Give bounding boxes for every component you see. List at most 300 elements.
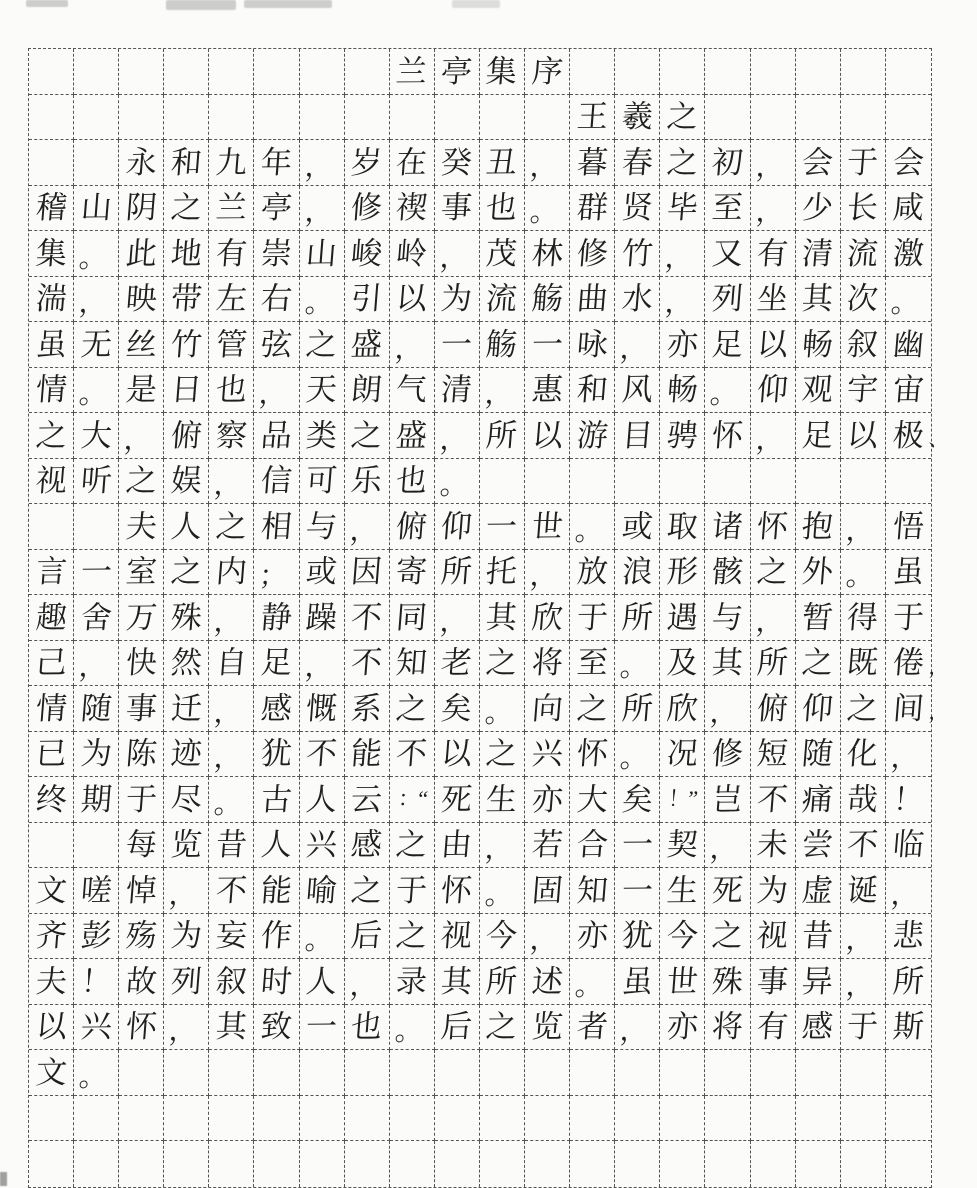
scan-artifact xyxy=(452,0,500,8)
grid-cell xyxy=(660,823,705,869)
handwritten-character: 气 xyxy=(394,372,429,408)
grid-cell xyxy=(841,777,886,823)
grid-cell xyxy=(209,504,254,550)
handwritten-character: 修 xyxy=(710,736,745,772)
handwritten-character: 犹 xyxy=(259,736,294,772)
handwritten-character: 弦 xyxy=(259,326,294,362)
handwritten-character: 。 xyxy=(77,1061,109,1093)
grid-cell xyxy=(164,550,209,596)
handwritten-character: ， xyxy=(619,333,650,365)
grid-cell xyxy=(390,49,435,95)
handwritten-character: 夫 xyxy=(34,963,68,999)
handwritten-character: 。 xyxy=(483,879,515,911)
grid-row xyxy=(29,1005,931,1051)
grid-cell xyxy=(705,732,750,778)
handwritten-character: 或 xyxy=(304,554,339,590)
handwritten-character: ， xyxy=(664,287,695,320)
handwritten-character: 和 xyxy=(575,372,610,408)
grid-cell xyxy=(254,504,299,550)
grid-cell xyxy=(570,641,615,687)
grid-cell xyxy=(209,641,254,687)
handwritten-character: 故 xyxy=(124,963,159,999)
grid-cell xyxy=(300,413,345,459)
grid-cell xyxy=(525,959,570,1005)
handwritten-character: 犹 xyxy=(620,918,655,954)
handwritten-character: ， xyxy=(213,742,244,775)
handwritten-character: 之 xyxy=(394,827,429,863)
handwritten-character: 清 xyxy=(800,235,835,271)
grid-cell xyxy=(435,686,480,732)
handwritten-character: 随 xyxy=(800,736,835,772)
handwritten-character: 叙 xyxy=(214,963,249,999)
grid-cell xyxy=(435,777,480,823)
grid-cell xyxy=(525,140,570,186)
handwritten-character: 娱 xyxy=(169,463,204,499)
handwritten-character: 生 xyxy=(485,781,519,817)
grid-cell xyxy=(615,1050,660,1096)
grid-row xyxy=(29,140,931,186)
grid-cell xyxy=(300,868,345,914)
grid-cell xyxy=(705,641,750,687)
grid-cell xyxy=(300,277,345,323)
handwritten-character: 所 xyxy=(485,963,519,999)
grid-cell xyxy=(886,914,931,960)
grid-cell xyxy=(164,823,209,869)
handwritten-character: ， xyxy=(844,924,875,957)
grid-cell xyxy=(345,49,390,95)
grid-cell xyxy=(29,1141,74,1187)
handwritten-character: 陈 xyxy=(124,736,159,772)
grid-cell xyxy=(209,186,254,232)
handwritten-character: 异 xyxy=(800,963,835,999)
grid-cell xyxy=(119,1141,164,1187)
handwritten-character: 其 xyxy=(800,281,835,317)
grid-cell xyxy=(796,823,841,869)
grid-cell xyxy=(615,686,660,732)
handwritten-character: 终 xyxy=(34,781,68,817)
handwritten-character: 感 xyxy=(259,690,294,726)
grid-cell xyxy=(254,368,299,414)
grid-cell xyxy=(705,1050,750,1096)
grid-cell xyxy=(705,368,750,414)
grid-cell xyxy=(345,1096,390,1142)
grid-cell xyxy=(300,459,345,505)
grid-cell xyxy=(751,231,796,277)
grid-cell xyxy=(570,49,615,95)
grid-row xyxy=(29,686,931,732)
handwritten-character: 修 xyxy=(349,190,384,226)
handwritten-character: 山 xyxy=(79,190,114,226)
grid-cell xyxy=(345,641,390,687)
grid-cell xyxy=(660,777,705,823)
grid-cell xyxy=(345,413,390,459)
handwritten-character: 亭 xyxy=(259,190,294,226)
handwritten-character: 为 xyxy=(440,281,474,317)
grid-cell xyxy=(164,641,209,687)
handwritten-character: 和 xyxy=(169,144,204,180)
grid-cell xyxy=(119,459,164,505)
handwritten-character: 极 xyxy=(891,417,926,453)
grid-cell xyxy=(705,686,750,732)
grid-cell xyxy=(29,186,74,232)
grid-cell xyxy=(841,504,886,550)
grid-cell xyxy=(886,413,931,459)
grid-cell xyxy=(300,231,345,277)
handwritten-character: ， xyxy=(393,333,425,365)
handwritten-character: 由 xyxy=(440,827,474,863)
handwritten-character: 固 xyxy=(530,872,564,908)
grid-cell xyxy=(300,959,345,1005)
grid-cell xyxy=(390,914,435,960)
grid-cell xyxy=(345,277,390,323)
grid-cell xyxy=(164,914,209,960)
handwritten-character: 一 xyxy=(620,872,655,908)
grid-cell xyxy=(480,322,525,368)
grid-cell xyxy=(525,459,570,505)
handwritten-character: 时 xyxy=(259,963,294,999)
grid-cell xyxy=(705,1096,750,1142)
grid-cell xyxy=(796,959,841,1005)
grid-cell xyxy=(886,550,931,596)
grid-cell xyxy=(796,459,841,505)
handwritten-character: 列 xyxy=(710,281,745,317)
handwritten-character: 骋 xyxy=(665,417,700,453)
grid-cell xyxy=(29,641,74,687)
handwritten-character: 之 xyxy=(800,645,835,681)
handwritten-character: 作 xyxy=(259,918,294,954)
grid-cell xyxy=(751,686,796,732)
grid-cell xyxy=(209,777,254,823)
grid-cell xyxy=(886,1096,931,1142)
grid-cell xyxy=(480,459,525,505)
handwritten-character: 序 xyxy=(530,53,564,89)
grid-row xyxy=(29,95,931,141)
grid-cell xyxy=(29,1096,74,1142)
handwritten-character: 尽 xyxy=(169,781,204,817)
handwritten-character: 有 xyxy=(755,235,790,271)
grid-cell xyxy=(886,322,931,368)
grid-cell xyxy=(164,959,209,1005)
handwritten-character: 信 xyxy=(259,463,294,499)
grid-cell xyxy=(886,277,931,323)
handwritten-character: ， xyxy=(213,697,244,729)
grid-cell xyxy=(660,1005,705,1051)
grid-cell xyxy=(119,641,164,687)
grid-row xyxy=(29,322,931,368)
handwritten-character: 也 xyxy=(394,463,429,499)
grid-cell xyxy=(796,595,841,641)
handwritten-character: ！ xyxy=(891,781,926,817)
handwritten-character: 事 xyxy=(440,190,474,226)
handwritten-character: 世 xyxy=(530,508,564,544)
grid-cell xyxy=(660,322,705,368)
handwritten-character: 激 xyxy=(891,235,926,271)
grid-cell xyxy=(841,641,886,687)
handwritten-character: 九 xyxy=(214,144,249,180)
grid-cell xyxy=(164,322,209,368)
handwritten-character: 集 xyxy=(485,53,519,89)
grid-cell xyxy=(119,1096,164,1142)
grid-cell xyxy=(74,823,119,869)
handwritten-character: 无 xyxy=(79,326,114,362)
handwritten-character: 丑 xyxy=(485,144,519,180)
handwritten-character: 所 xyxy=(755,645,790,681)
handwritten-character: ， xyxy=(709,833,740,866)
handwritten-character: 以 xyxy=(34,1009,68,1045)
handwritten-character: 殊 xyxy=(169,599,204,635)
grid-cell xyxy=(615,823,660,869)
grid-cell xyxy=(570,186,615,232)
grid-cell xyxy=(796,277,841,323)
grid-cell xyxy=(480,686,525,732)
handwritten-character: 然 xyxy=(169,645,204,681)
handwritten-character: 怀 xyxy=(755,508,790,544)
handwritten-character: 长 xyxy=(845,190,880,226)
stray-pen-mark: ， xyxy=(927,656,951,679)
grid-cell xyxy=(74,868,119,914)
grid-cell xyxy=(886,1050,931,1096)
handwritten-character: 形 xyxy=(665,554,700,590)
grid-cell xyxy=(300,641,345,687)
grid-cell xyxy=(570,959,615,1005)
handwritten-character: 流 xyxy=(845,235,880,271)
grid-cell xyxy=(29,322,74,368)
grid-cell xyxy=(164,686,209,732)
handwritten-character: 之 xyxy=(665,144,700,180)
handwritten-character: ， xyxy=(168,1015,199,1048)
grid-cell xyxy=(480,777,525,823)
grid-cell xyxy=(615,49,660,95)
handwritten-character: 此 xyxy=(124,235,159,271)
grid-cell xyxy=(119,1005,164,1051)
handwritten-character: 览 xyxy=(169,827,204,863)
grid-cell xyxy=(254,459,299,505)
grid-cell xyxy=(29,868,74,914)
handwritten-character: 所 xyxy=(485,417,519,453)
grid-cell xyxy=(29,413,74,459)
handwritten-character: 述 xyxy=(530,963,564,999)
handwritten-character: 俯 xyxy=(394,508,429,544)
grid-cell xyxy=(480,959,525,1005)
handwritten-character: 亦 xyxy=(665,1009,700,1045)
grid-cell xyxy=(525,732,570,778)
grid-cell xyxy=(751,1141,796,1187)
handwritten-character: 万 xyxy=(124,599,159,635)
grid-cell xyxy=(525,368,570,414)
handwritten-character: 殇 xyxy=(124,918,159,954)
handwritten-character: 兴 xyxy=(79,1009,114,1045)
grid-row xyxy=(29,823,931,869)
handwritten-character: 嗟 xyxy=(79,872,114,908)
grid-cell xyxy=(615,1141,660,1187)
grid-cell xyxy=(345,777,390,823)
handwritten-character: 毕 xyxy=(665,190,700,226)
handwritten-character: 。 xyxy=(709,378,740,411)
handwritten-character: 老 xyxy=(440,645,474,681)
handwritten-character: 之 xyxy=(394,918,429,954)
handwritten-character: 于 xyxy=(845,144,880,180)
grid-cell xyxy=(841,732,886,778)
grid-cell xyxy=(345,231,390,277)
grid-row xyxy=(29,868,931,914)
grid-cell xyxy=(705,1141,750,1187)
handwritten-character: 之 xyxy=(214,508,249,544)
handwritten-character: 之 xyxy=(394,690,429,726)
handwritten-character: 若 xyxy=(530,827,564,863)
handwritten-character: 盛 xyxy=(394,417,429,453)
grid-cell xyxy=(345,1050,390,1096)
grid-cell xyxy=(751,1005,796,1051)
handwritten-character: 岁 xyxy=(349,144,384,180)
grid-cell xyxy=(164,140,209,186)
scan-artifact xyxy=(26,0,68,7)
handwritten-character: 向 xyxy=(530,690,564,726)
handwritten-character: 人 xyxy=(169,508,204,544)
handwritten-character: 契 xyxy=(665,827,700,863)
grid-cell xyxy=(254,231,299,277)
handwritten-character: 觞 xyxy=(485,326,519,362)
handwritten-character: 虽 xyxy=(620,963,655,999)
grid-cell xyxy=(209,959,254,1005)
handwritten-character: 与 xyxy=(304,508,339,544)
grid-cell xyxy=(254,868,299,914)
grid-cell xyxy=(841,277,886,323)
grid-cell xyxy=(345,322,390,368)
handwritten-character: ， xyxy=(889,742,921,775)
handwritten-character: 清 xyxy=(440,372,474,408)
grid-cell xyxy=(660,686,705,732)
handwritten-character: 言 xyxy=(34,554,68,590)
grid-cell xyxy=(390,459,435,505)
handwritten-character: 舍 xyxy=(79,599,114,635)
grid-cell xyxy=(300,322,345,368)
grid-cell xyxy=(119,1050,164,1096)
grid-cell xyxy=(570,504,615,550)
grid-cell xyxy=(525,1141,570,1187)
grid-cell xyxy=(705,1005,750,1051)
handwritten-character: 林 xyxy=(530,235,564,271)
grid-cell xyxy=(480,186,525,232)
handwritten-character: 不 xyxy=(349,599,384,635)
grid-cell xyxy=(254,823,299,869)
grid-cell xyxy=(615,914,660,960)
handwritten-character: 视 xyxy=(440,918,474,954)
handwritten-character: 尝 xyxy=(800,827,835,863)
handwritten-character: 会 xyxy=(891,144,926,180)
handwritten-character: ， xyxy=(438,242,470,274)
handwritten-character: 朗 xyxy=(349,372,384,408)
grid-cell xyxy=(164,49,209,95)
grid-cell xyxy=(480,1050,525,1096)
handwritten-character: 人 xyxy=(304,781,339,817)
scan-artifact xyxy=(244,0,332,8)
handwritten-character: 惠 xyxy=(530,372,564,408)
grid-cell xyxy=(796,231,841,277)
grid-cell xyxy=(254,914,299,960)
grid-cell xyxy=(435,1096,480,1142)
grid-cell xyxy=(886,959,931,1005)
grid-cell xyxy=(29,49,74,95)
grid-cell xyxy=(254,140,299,186)
grid-row xyxy=(29,595,931,641)
grid-cell xyxy=(300,368,345,414)
grid-cell xyxy=(886,459,931,505)
handwritten-character: 。 xyxy=(619,742,650,775)
handwritten-character: ， xyxy=(348,970,379,1002)
handwritten-character: 览 xyxy=(530,1009,564,1045)
grid-cell xyxy=(164,595,209,641)
grid-cell xyxy=(841,1096,886,1142)
grid-cell xyxy=(615,732,660,778)
handwritten-character: 夫 xyxy=(124,508,159,544)
grid-cell xyxy=(660,868,705,914)
grid-cell xyxy=(660,959,705,1005)
handwritten-character: 咏 xyxy=(575,326,610,362)
grid-cell xyxy=(796,368,841,414)
grid-cell xyxy=(796,1005,841,1051)
handwritten-character: 因 xyxy=(349,554,384,590)
grid-cell xyxy=(480,368,525,414)
grid-cell xyxy=(796,186,841,232)
grid-cell xyxy=(886,1141,931,1187)
grid-cell xyxy=(435,959,480,1005)
grid-cell xyxy=(570,413,615,459)
grid-cell xyxy=(209,823,254,869)
grid-cell xyxy=(209,49,254,95)
grid-cell xyxy=(841,868,886,914)
handwritten-character: 哉 xyxy=(845,781,880,817)
grid-row xyxy=(29,1050,931,1096)
grid-cell xyxy=(841,686,886,732)
grid-cell xyxy=(345,1005,390,1051)
handwritten-character: 兰 xyxy=(394,53,429,89)
grid-row xyxy=(29,413,931,459)
handwritten-character: 云 xyxy=(349,781,384,817)
handwritten-character: 怀 xyxy=(710,417,745,453)
handwritten-character: 昔 xyxy=(214,827,249,863)
handwritten-character: ， xyxy=(483,833,515,866)
grid-cell xyxy=(615,140,660,186)
grid-cell xyxy=(74,595,119,641)
handwritten-character: 所 xyxy=(620,690,655,726)
handwritten-character: 一 xyxy=(440,326,474,362)
grid-cell xyxy=(751,641,796,687)
handwritten-character: ， xyxy=(528,560,560,593)
grid-cell xyxy=(525,823,570,869)
grid-cell xyxy=(300,49,345,95)
grid-cell xyxy=(209,1141,254,1187)
grid-cell xyxy=(480,277,525,323)
handwritten-character: 丝 xyxy=(124,326,159,362)
handwritten-character: 又 xyxy=(710,235,745,271)
grid-cell xyxy=(300,95,345,141)
handwritten-character: 悼 xyxy=(124,872,159,908)
handwritten-character: 。 xyxy=(438,469,470,502)
handwritten-character: 每 xyxy=(124,827,159,863)
grid-cell xyxy=(74,641,119,687)
grid-cell xyxy=(615,459,660,505)
handwritten-character: 有 xyxy=(214,235,249,271)
grid-row xyxy=(29,459,931,505)
handwritten-character: 暂 xyxy=(800,599,835,635)
stray-pen-mark: ， xyxy=(927,702,951,724)
grid-cell xyxy=(164,732,209,778)
handwritten-character: 盛 xyxy=(349,326,384,362)
grid-cell xyxy=(209,231,254,277)
grid-cell xyxy=(119,277,164,323)
grid-row xyxy=(29,777,931,823)
grid-cell xyxy=(480,504,525,550)
